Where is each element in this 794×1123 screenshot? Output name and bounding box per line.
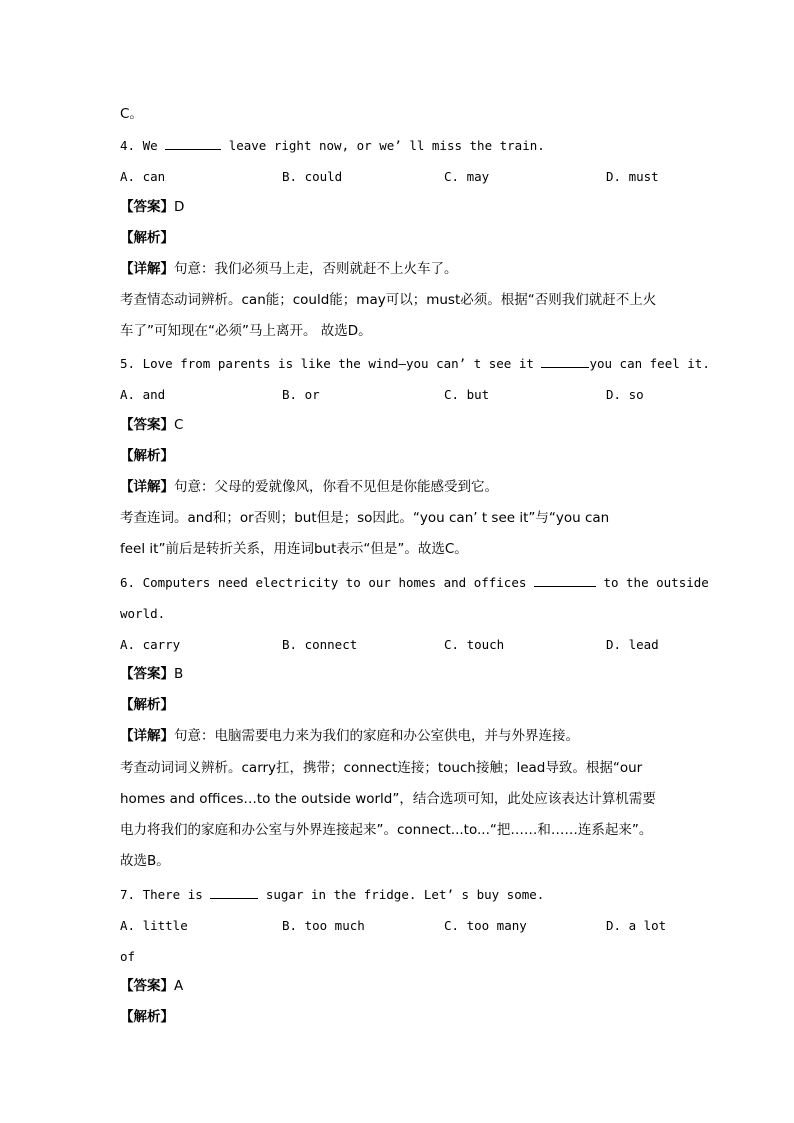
question-4-explanation-line-2: 车了”可知现在“必须”马上离开。 故选D。 — [120, 323, 372, 339]
question-5-explanation-line-2: feel it”前后是转折关系，用连词but表示“但是”。故选C。 — [120, 541, 468, 557]
question-6-stem-line-2: world. — [120, 606, 166, 621]
question-4-option-d: D. must — [606, 169, 659, 184]
question-7-option-b: B. too much — [282, 918, 365, 933]
question-5-option-b: B. or — [282, 387, 320, 402]
previous-answer-tail: C。 — [120, 106, 143, 122]
question-4-answer-value: D — [174, 199, 185, 215]
question-6-explanation-line-4: 故选B。 — [120, 853, 170, 869]
question-7-stem-end: sugar in the fridge. Let’ s buy some. — [265, 887, 545, 902]
document-page — [120, 0, 710, 1123]
question-7-blank — [210, 887, 258, 899]
question-4-stem-end: leave right now, or we’ ll miss the train. — [228, 138, 545, 153]
question-7-option-a: A. little — [120, 918, 188, 933]
question-4-analysis-label: 【解析】 — [120, 230, 174, 246]
question-7-answer-value: A — [174, 978, 184, 994]
question-6-stem-end: to the outside — [603, 575, 709, 590]
question-4-detail-text: 句意：我们必须马上走，否则就赶不上火车了。 — [174, 261, 458, 277]
question-5-stem-end: you can feel it. — [589, 356, 710, 371]
question-6-option-b: B. connect — [282, 637, 358, 652]
question-7-option-d-wrap: of — [120, 949, 136, 964]
question-4-option-a: A. can — [120, 169, 166, 184]
question-7-analysis-label: 【解析】 — [120, 1009, 174, 1025]
question-6-stem-start: 6. Computers need electricity to our homes and offices — [120, 575, 527, 590]
question-5-option-d: D. so — [606, 387, 644, 402]
question-4-explanation-line-1: 考查情态动词辨析。can能；could能；may可以；must必须。根据“否则我们就赶不上火 — [120, 292, 657, 308]
answer-label: 【答案】 — [120, 199, 174, 215]
question-4-option-b: B. could — [282, 169, 343, 184]
question-4-blank — [165, 138, 221, 150]
question-4-option-c: C. may — [444, 169, 490, 184]
question-6-explanation-line-2: homes and offices…to the outside world”，结合选项可知，此处应该表达计算机需要 — [120, 791, 656, 807]
question-6-stem — [120, 575, 709, 591]
question-7-option-c: C. too many — [444, 918, 527, 933]
question-5-analysis-label: 【解析】 — [120, 448, 174, 464]
question-5-option-a: A. and — [120, 387, 166, 402]
question-4-detail — [120, 261, 458, 277]
question-6-option-a: A. carry — [120, 637, 181, 652]
question-6-detail-text: 句意：电脑需要电力来为我们的家庭和办公室供电，并与外界连接。 — [174, 728, 579, 744]
question-4-stem — [120, 138, 545, 154]
question-6-answer-value: B — [174, 666, 184, 682]
question-5-stem-start: 5. Love from parents is like the wind—you can’ t see it — [120, 356, 534, 371]
question-5-detail-text: 句意：父母的爱就像风，你看不见但是你能感受到它。 — [174, 479, 498, 495]
detail-label: 【详解】 — [120, 728, 174, 744]
answer-label: 【答案】 — [120, 417, 174, 433]
question-5-option-c: C. but — [444, 387, 490, 402]
question-6-analysis-label: 【解析】 — [120, 697, 174, 713]
question-6-explanation-line-3: 电力将我们的家庭和办公室与外界连接起来”。connect...to...“把……和……连系起来”。 — [120, 822, 653, 838]
question-6-explanation-line-1: 考查动词词义辨析。carry扛，携带；connect连接；touch接触；lead导致。根据“our — [120, 760, 643, 776]
question-5-detail — [120, 479, 498, 495]
answer-label: 【答案】 — [120, 978, 174, 994]
answer-label: 【答案】 — [120, 666, 174, 682]
question-5-blank — [541, 356, 589, 368]
question-6-option-c: C. touch — [444, 637, 505, 652]
question-5-answer-value: C — [174, 417, 184, 433]
question-6-blank — [534, 575, 596, 587]
question-5-explanation-line-1: 考查连词。and和；or否则；but但是；so因此。“you can’ t see it”与“you can — [120, 510, 610, 526]
question-7-answer — [120, 978, 183, 994]
question-6-detail — [120, 728, 579, 744]
question-7-option-d: D. a lot — [606, 918, 667, 933]
question-5-stem — [120, 356, 710, 372]
detail-label: 【详解】 — [120, 479, 174, 495]
question-4-stem-start: 4. We — [120, 138, 158, 153]
question-6-option-d: D. lead — [606, 637, 659, 652]
question-7-stem — [120, 887, 544, 903]
detail-label: 【详解】 — [120, 261, 174, 277]
question-4-answer — [120, 199, 184, 215]
question-5-answer — [120, 417, 183, 433]
question-6-answer — [120, 666, 183, 682]
question-7-stem-start: 7. There is — [120, 887, 203, 902]
